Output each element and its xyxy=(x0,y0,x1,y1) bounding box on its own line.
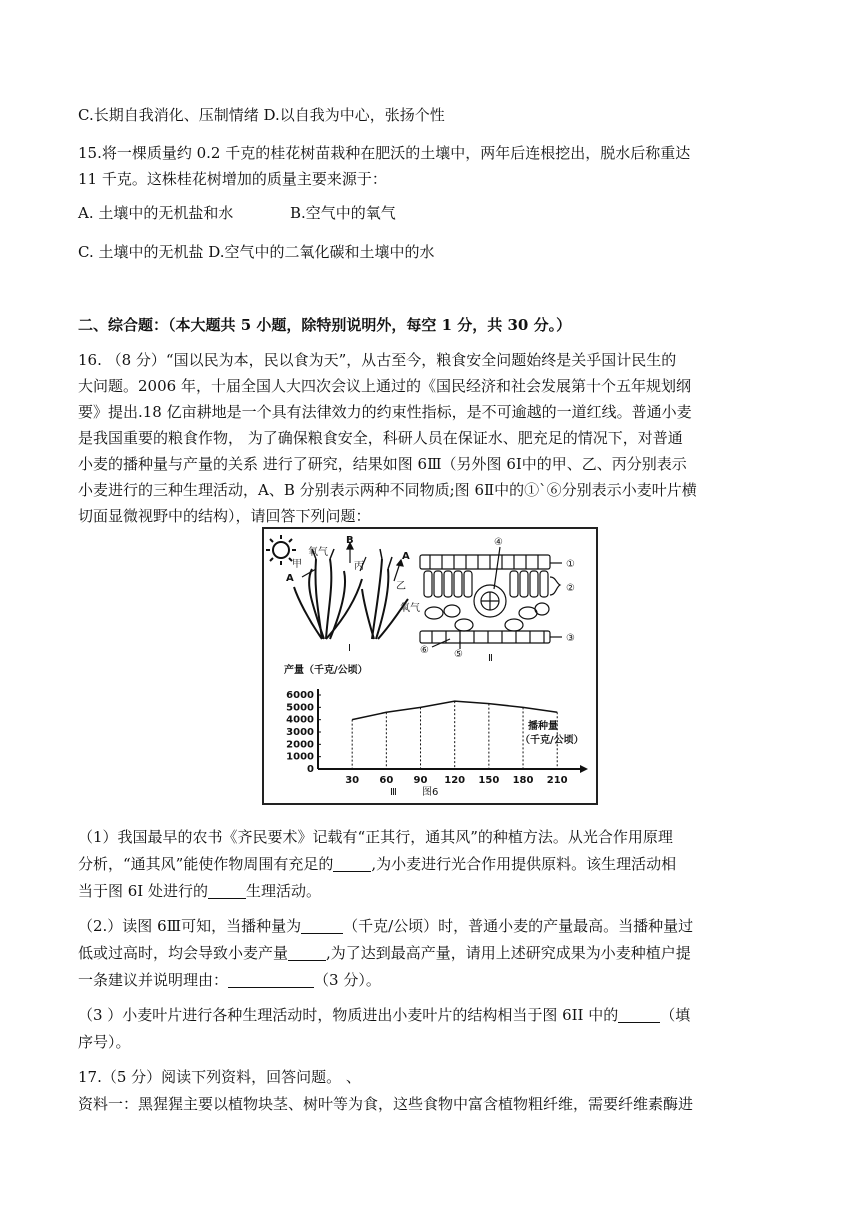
q16-sub2-line3a: 一条建议并说明理由： xyxy=(78,971,229,989)
answer-blank-4[interactable] xyxy=(288,944,326,961)
yield-chart xyxy=(284,663,588,798)
wheat-plant-illustration xyxy=(294,549,408,639)
x-tick-label: 150 xyxy=(478,775,500,786)
figure-caption: 图6 xyxy=(422,787,439,798)
q15-option-b: B.空气中的氧气 xyxy=(290,204,396,222)
q16-line2: 大问题。2006 年，十届全国人大四次会议上通过的《国民经济和社会发展第十个五年规划纲 xyxy=(78,377,691,395)
x-tick-label: 90 xyxy=(413,775,428,786)
y-tick-label: 4000 xyxy=(286,714,314,726)
chart-x-axis-arrow xyxy=(580,765,588,773)
q16-sub2-line1 xyxy=(78,916,693,936)
q16-sub3-line1a: （3 ）小麦叶片进行各种生理活动时，物质进出小麦叶片的结构相当于图 6II 中的 xyxy=(78,1006,619,1024)
y-tick-label: 6000 xyxy=(286,690,314,701)
q16-line6: 小麦进行的三种生理活动，A、B 分别表示两种不同物质;图 6Ⅱ中的①`⑥分别表示小麦叶片横 xyxy=(78,481,697,499)
y-tick-label: 0 xyxy=(307,764,314,775)
chart-xlabel-2: （千克/公顷） xyxy=(520,735,584,746)
q15-stem-line1: 15.将一棵质量约 0.2 千克的桂花树苗栽种在肥沃的土壤中，两年后连根挖出，脱水后称重达 xyxy=(78,144,691,162)
answer-blank-5[interactable] xyxy=(228,971,314,988)
q16-sub1-line3 xyxy=(78,881,321,901)
q16-sub3-line1b: （填 xyxy=(660,1006,691,1024)
y-tick-label: 1000 xyxy=(286,751,314,763)
q16-line4: 是我国重要的粮食作物， 为了确保粮食安全，科研人员在保证水、肥充足的情况下，对普通 xyxy=(78,429,683,447)
q16-sub1-line2a: 分析，“通其风”能使作物周围有充足的 xyxy=(78,855,334,873)
answer-blank-2[interactable] xyxy=(208,882,246,899)
q16-sub2-line3 xyxy=(78,970,381,990)
y-tick-label: 5000 xyxy=(286,702,314,714)
q16-sub1-line3a: 当于图 6I 处进行的 xyxy=(78,882,209,900)
a-label-right: A xyxy=(402,551,410,562)
q16-sub2-line2b: ,为了达到最高产量，请用上述研究成果为小麦种植户提 xyxy=(326,944,691,962)
q16-sub2-line2a: 低或过高时，均会导致小麦产量 xyxy=(78,944,289,962)
y-tick-label: 3000 xyxy=(286,727,314,738)
o2-label-top: 氧气 xyxy=(308,547,328,558)
answer-blank-6[interactable] xyxy=(618,1006,660,1023)
chart-ylabel: 产量（千克/公顷） xyxy=(284,665,368,676)
part3-roman-label: Ⅲ xyxy=(390,787,397,798)
answer-blank-3[interactable] xyxy=(301,917,343,934)
marker-6: ⑥ xyxy=(420,645,429,656)
figure-6-svg xyxy=(264,529,596,803)
leaf-cross-section xyxy=(420,547,562,649)
q16-sub1-line3b: 生理活动。 xyxy=(246,882,322,900)
q16-sub1-line2b: ,为小麦进行光合作用提供原料。该生理活动相 xyxy=(371,855,677,873)
marker-3: ③ xyxy=(566,633,575,644)
q16-sub1-line1: （1）我国最早的农书《齐民要术》记载有“正其行，通其风”的种植方法。从光合作用原理 xyxy=(78,828,673,846)
q17-line1: 17.（5 分）阅读下列资料，回答问题。 、 xyxy=(78,1068,361,1086)
yi-label: 乙 xyxy=(396,581,406,592)
x-tick-label: 120 xyxy=(444,775,466,786)
q16-line1: 16. （8 分）“国以民为本，民以食为天”，从古至今，粮食安全问题始终是关乎国计民生的 xyxy=(78,351,677,369)
figure-6 xyxy=(262,527,598,805)
jia-label: 甲 xyxy=(292,559,302,570)
q16-sub2-line2 xyxy=(78,943,691,963)
marker-2: ② xyxy=(566,583,575,594)
x-tick-label: 60 xyxy=(379,775,394,786)
q14-options-cd: C.长期自我消化、压制情绪 D.以自我为中心，张扬个性 xyxy=(78,106,445,124)
chart-xlabel-1: 播种量 xyxy=(528,721,558,732)
q17-line2: 资料一：黑猩猩主要以植物块茎、树叶等为食，这些食物中富含植物粗纤维，需要纤维素酶进 xyxy=(78,1095,694,1113)
q16-sub2-line3b: （3 分）。 xyxy=(314,971,381,989)
q16-line3: 要》提出.18 亿亩耕地是一个具有法律效力的约束性指标，是不可逾越的一道红线。普通小麦 xyxy=(78,403,692,421)
marker-4: ④ xyxy=(494,537,503,548)
answer-blank-1[interactable] xyxy=(333,855,371,872)
part2-roman-label: Ⅱ xyxy=(488,653,493,664)
q16-line7: 切面显微视野中的结构），请回答下列问题： xyxy=(78,507,371,525)
q16-line5: 小麦的播种量与产量的关系 进行了研究，结果如图 6Ⅲ（另外图 6Ⅰ中的甲、乙、丙分别表示 xyxy=(78,455,687,473)
q16-sub1-line2 xyxy=(78,854,676,874)
chart-x-ticks xyxy=(345,775,567,786)
q16-sub3-line2: 序号）。 xyxy=(78,1033,131,1051)
q16-sub2-line1a: （2.）读图 6Ⅲ可知，当播种量为 xyxy=(78,917,302,935)
x-tick-label: 180 xyxy=(512,775,534,786)
q16-sub3-line1 xyxy=(78,1005,690,1025)
q15-stem-line2: 11 千克。这株桂花树增加的质量主要来源于： xyxy=(78,170,387,188)
q15-option-a: A. 土壤中的无机盐和水 xyxy=(78,204,234,222)
x-tick-label: 30 xyxy=(345,775,360,786)
marker-5: ⑤ xyxy=(454,649,463,660)
b-label: B xyxy=(346,535,354,546)
chart-y-ticks xyxy=(286,690,321,775)
y-tick-label: 2000 xyxy=(286,739,314,751)
part1-roman-label: I xyxy=(348,643,351,654)
q15-option-cd: C. 土壤中的无机盐 D.空气中的二氧化碳和土壤中的水 xyxy=(78,243,435,261)
o2-label-right: 氧气 xyxy=(400,603,420,614)
marker-1: ① xyxy=(566,559,575,570)
x-tick-label: 210 xyxy=(546,775,568,786)
bing-label: 丙 xyxy=(354,561,364,572)
q16-sub2-line1b: （千克/公顷）时，普通小麦的产量最高。当播种量过 xyxy=(343,917,694,935)
section2-heading: 二、综合题：（本大题共 5 小题，除特别说明外，每空 1 分，共 30 分。） xyxy=(78,316,572,334)
a-label-left: A xyxy=(286,573,294,584)
